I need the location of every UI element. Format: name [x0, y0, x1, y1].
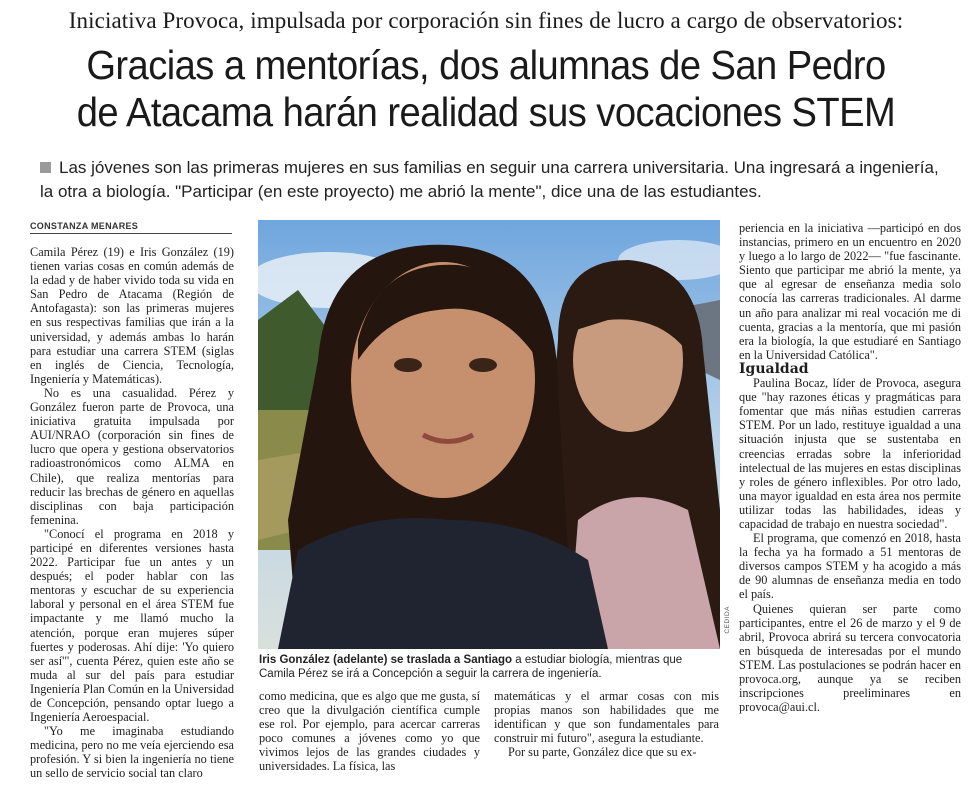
article-column-2 [259, 689, 480, 793]
paragraph: El programa, que comenzó en 2018, hasta la fecha ya ha formado a 51 mentoras de diversos campos STEM y ha acogido a más de 90 alumnas de enseñanza media en todo el país. [739, 531, 961, 602]
paragraph: matemáticas y el armar cosas con mis propias manos son habilidades que me identifican y que son fundamentales para construir mi futuro", asegura la estudiante. [494, 689, 719, 746]
photo-credit: CEDIDA [724, 606, 731, 634]
headline-line-1: Gracias a mentorías, dos alumnas de San Pedro [86, 42, 886, 88]
paragraph: como medicina, que es algo que me gusta, sí creo que la divulgación científica cumple ese rol. Por ejemplo, para acercar carreras poco comunes a jóvenes como yo que vivimos lejos de las grandes ciudades y universidades. La física, las [259, 689, 480, 774]
article-column-4 [739, 221, 961, 793]
paragraph: "Yo me imaginaba estudiando medicina, pero no me veía ejerciendo esa profesión. Y si bien la ingeniería no tiene un sello de servicio social tan claro [30, 724, 234, 781]
paragraph: Paulina Bocaz, líder de Provoca, asegura que "hay razones éticas y pragmáticas para fomentar que más niñas estudien carreras STEM. Por un lado, restituye igualdad a una situación injusta que se sustentaba en creencias erradas sobre la inferioridad intelectual de las mujeres en estas disciplinas y roles de género inflexibles. Por otro lado, una mayor igualdad en esta área nos permite utilizar todas las habilidades, ideas y capacidad de trabajo en nuestra sociedad". [739, 376, 961, 531]
byline-divider [30, 233, 232, 234]
article-deck [40, 156, 940, 204]
paragraph: periencia en la iniciativa —participó en dos instancias, primero en un encuentro en 2020 y luego a lo largo de 2022— "fue fascinante. Siento que participar me abrió la mente, ya que al egresar de enseñanza media solo conocía las carreras tradicionales. Al darme un año para analizar mi real vocación me di cuenta, gracias a la mentoría, que mi pasión era la biología, la que estudiaré en Santiago en la Universidad Católica". [739, 221, 961, 362]
paragraph: Camila Pérez (19) e Iris González (19) tienen varias cosas en común además de la edad y de haber vivido toda su vida en San Pedro de Atacama (Región de Antofagasta): son las primeras mujeres en sus respectivas familias que irán a la universidad, y además ambas lo harán para estudiar una carrera STEM (siglas en inglés de Ciencia, Tecnología, Ingeniería y Matemáticas). [30, 245, 234, 386]
paragraph: Por su parte, González dice que su ex- [508, 745, 697, 760]
paragraph: Quienes quieran ser parte como participantes, entre el 26 de marzo y el 9 de abril, Provoca abrirá su tercera convocatoria en búsqueda de interesadas por el mundo STEM. Las postulaciones se podrán hacer en provoca.org, aunque ya se reciben inscripciones preeliminares en provoca@aui.cl. [739, 601, 961, 715]
photo-illustration [258, 220, 720, 649]
paragraph: "Conocí el programa en 2018 y participé en diferentes versiones hasta 2022. Participar fue un antes y un después; el poder hablar con las mentoras y escuchar de su experiencia laboral y personal en el área STEM fue impactante y me llamó mucho la atención, porque eran mujeres súper fuertes y poderosas. Ahí dije: 'Yo quiero ser así'", cuenta Pérez, quien este año se muda al sur del país para estudiar Ingeniería Plan Común en la Universidad de Concepción, pensando optar luego a Ingeniería Aeroespacial. [30, 526, 234, 725]
caption-text: a estudiar biología, mientras que Camila Pérez se irá a Concepción a seguir la carrera de ingeniería. [259, 654, 683, 680]
paragraph: No es una casualidad. Pérez y González fueron parte de Provoca, una iniciativa gratuita impulsada por AUI/NRAO (corporación sin fines de lucro que opera y gestiona observatorios radioastronómicos como ALMA en Chile), que realiza mentorías para reducir las brechas de género en aquellas disciplinas con baja participación femenina. [30, 385, 234, 527]
square-bullet-icon [40, 162, 51, 173]
article-column-1 [30, 245, 234, 793]
deck-text: Las jóvenes son las primeras mujeres en sus familias en seguir una carrera universitaria. Una ingresará a ingeniería, la otra a biología. "Participar (en este proyecto) me abrió la mente", dice una de las estudiantes. [40, 158, 939, 201]
section-subhead: Igualdad [739, 360, 809, 377]
article-kicker: Iniciativa Provoca, impulsada por corporación sin fines de lucro a cargo de observatorios: [68, 8, 904, 33]
photo-caption [259, 653, 721, 681]
byline: CONSTANZA MENARES [30, 221, 139, 231]
headline-line-2: de Atacama harán realidad sus vocaciones STEM [76, 89, 896, 135]
article-column-3 [494, 689, 719, 793]
article-photo [258, 220, 720, 649]
caption-bold: Iris González (adelante) se traslada a Santiago [259, 654, 513, 666]
article-headline [34, 42, 938, 136]
